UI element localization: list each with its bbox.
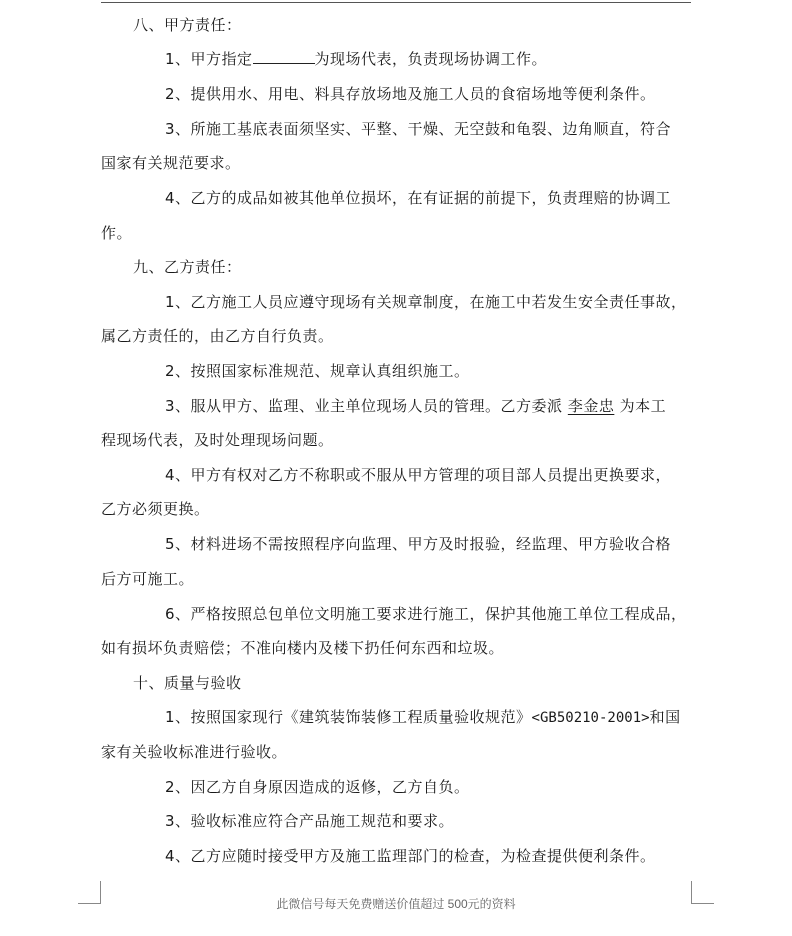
section-8-item-1 [165, 49, 547, 69]
section-10-item-3: 3、验收标准应符合产品施工规范和要求。 [165, 812, 455, 830]
section-9-item-5-line-2: 后方可施工。 [101, 570, 195, 588]
section-10-heading: 十、质量与验收 [133, 674, 242, 692]
section-9-item-4-line-1: 4、甲方有权对乙方不称职或不服从甲方管理的项目部人员提出更换要求， [165, 466, 672, 484]
section-9-item-4-line-2: 乙方必须更换。 [101, 500, 210, 518]
section-9-heading: 九、乙方责任： [133, 258, 242, 276]
section-8-item-4-line-2: 作。 [101, 224, 133, 242]
section-9-item-6-line-1: 6、严格按照总包单位文明施工要求进行施工，保护其他施工单位工程成品， [165, 605, 687, 623]
section-9-item-1-line-1: 1、乙方施工人员应遵守现场有关规章制度，在施工中若发生安全责任事故， [165, 293, 687, 311]
section-10-item-1-line-2: 家有关验收标准进行验收。 [101, 743, 288, 761]
item-text: 为现场代表，负责现场协调工作。 [314, 50, 548, 68]
section-8-heading: 八、甲方责任： [133, 16, 242, 34]
section-9-item-2: 2、按照国家标准规范、规章认真组织施工。 [165, 362, 470, 380]
site-representative-name: 李金忠 [567, 397, 615, 415]
footer-note: 此微信号每天免费赠送价值超过 500元的资料 [276, 897, 516, 911]
blank-line [253, 49, 315, 64]
section-8-item-2: 2、提供用水、用电、料具存放场地及施工人员的食宿场地等便利条件。 [165, 85, 656, 103]
section-10-item-4: 4、乙方应随时接受甲方及施工监理部门的检查，为检查提供便利条件。 [165, 847, 656, 865]
item-text: 3、服从甲方、监理、业主单位现场人员的管理。乙方委派 [165, 397, 568, 415]
section-9-item-5-line-1: 5、材料进场不需按照程序向监理、甲方及时报验，经监理、甲方验收合格 [165, 535, 672, 553]
standard-code: <GB50210-2001> [531, 710, 650, 726]
section-9-item-3-line-2: 程现场代表，及时处理现场问题。 [101, 431, 334, 449]
item-text: 1、按照国家现行《建筑装饰装修工程质量验收规范》 [165, 708, 532, 726]
section-8-item-4-line-1: 4、乙方的成品如被其他单位损坏，在有证据的前提下，负责理赔的协调工 [165, 189, 672, 207]
header-rule [101, 2, 691, 3]
section-9-item-1-line-2: 属乙方责任的，由乙方自行负责。 [101, 327, 334, 345]
item-text: 1、甲方指定 [165, 50, 253, 68]
item-text: 和国 [649, 708, 681, 726]
item-text: 为本工 [614, 397, 667, 415]
section-10-item-1-line-1 [165, 707, 681, 728]
section-10-item-2: 2、因乙方自身原因造成的返修，乙方自负。 [165, 778, 470, 796]
section-9-item-6-line-2: 如有损坏负责赔偿；不准向楼内及楼下扔任何东西和垃圾。 [101, 639, 505, 657]
section-8-item-3-line-1: 3、所施工基底表面须坚实、平整、干燥、无空鼓和龟裂、边角顺直，符合 [165, 120, 672, 138]
section-9-item-3-line-1 [165, 396, 666, 416]
section-8-item-3-line-2: 国家有关规范要求。 [101, 154, 241, 172]
